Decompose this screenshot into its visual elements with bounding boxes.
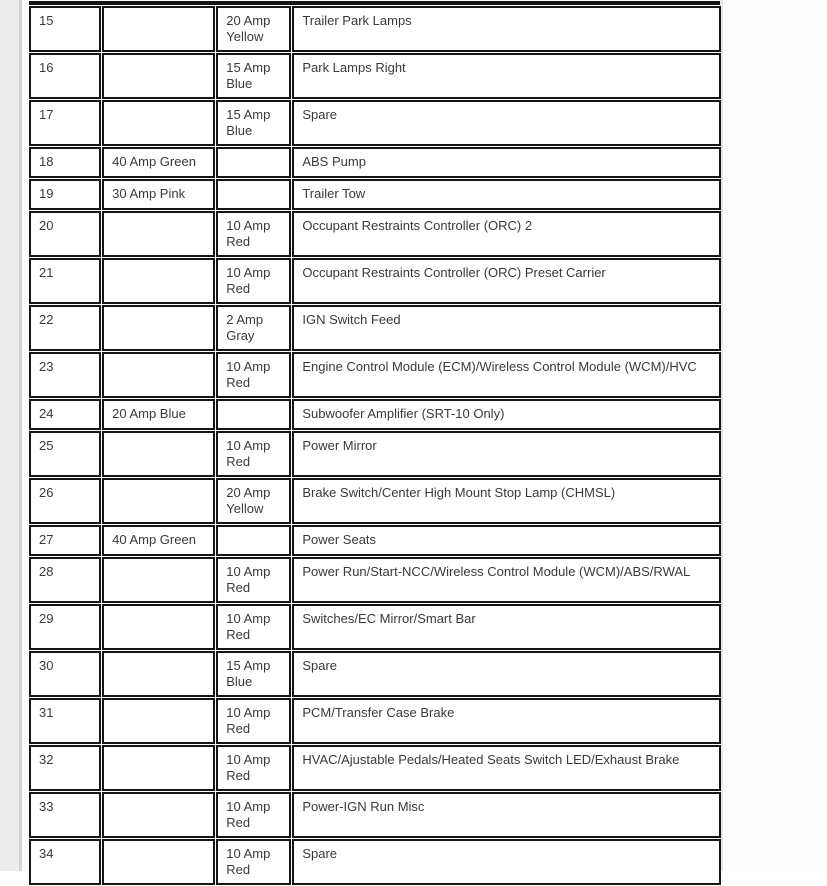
cartridge-fuse-cell	[102, 305, 215, 351]
cartridge-fuse-cell	[102, 211, 215, 257]
mini-fuse-cell: 15 Amp Blue	[216, 651, 291, 697]
cartridge-fuse-cell	[102, 100, 215, 146]
description-cell: Engine Control Module (ECM)/Wireless Control Module (WCM)/HVC	[292, 352, 721, 398]
fuse-number-cell: 34	[29, 839, 101, 885]
fuse-number-cell: 15	[29, 6, 101, 52]
mini-fuse-cell: 10 Amp Red	[216, 211, 291, 257]
fuse-row-17	[29, 100, 721, 146]
fuse-number-cell: 16	[29, 53, 101, 99]
mini-fuse-cell: 20 Amp Yellow	[216, 6, 291, 52]
fuse-number-cell: 27	[29, 525, 101, 556]
fuse-number-cell: 31	[29, 698, 101, 744]
fuse-number-cell: 24	[29, 399, 101, 430]
mini-fuse-cell	[216, 525, 291, 556]
fuse-row-15	[29, 6, 721, 52]
fuse-number-cell: 30	[29, 651, 101, 697]
fuse-number-cell: 19	[29, 179, 101, 210]
fuse-row-32	[29, 745, 721, 791]
description-cell: IGN Switch Feed	[292, 305, 721, 351]
mini-fuse-cell: 10 Amp Red	[216, 431, 291, 477]
cartridge-fuse-cell	[102, 792, 215, 838]
fuse-row-33	[29, 792, 721, 838]
page-left-margin	[0, 0, 22, 871]
description-cell: PCM/Transfer Case Brake	[292, 698, 721, 744]
description-cell: Brake Switch/Center High Mount Stop Lamp (CHMSL)	[292, 478, 721, 524]
cartridge-fuse-cell	[102, 839, 215, 885]
cartridge-fuse-cell: 40 Amp Green	[102, 147, 215, 178]
fuse-number-cell: 26	[29, 478, 101, 524]
cartridge-fuse-cell	[102, 352, 215, 398]
fuse-chart-rows	[29, 6, 721, 885]
description-cell: Occupant Restraints Controller (ORC) Preset Carrier	[292, 258, 721, 304]
fuse-row-21	[29, 258, 721, 304]
fuse-row-26	[29, 478, 721, 524]
description-cell: Occupant Restraints Controller (ORC) 2	[292, 211, 721, 257]
fuse-row-27	[29, 525, 721, 556]
fuse-number-cell: 25	[29, 431, 101, 477]
fuse-number-cell: 28	[29, 557, 101, 603]
description-cell: ABS Pump	[292, 147, 721, 178]
mini-fuse-cell: 15 Amp Blue	[216, 53, 291, 99]
mini-fuse-cell	[216, 147, 291, 178]
fuse-row-25	[29, 431, 721, 477]
fuse-number-cell: 29	[29, 604, 101, 650]
fuse-row-31	[29, 698, 721, 744]
fuse-number-cell: 21	[29, 258, 101, 304]
description-cell: Power Seats	[292, 525, 721, 556]
cartridge-fuse-cell	[102, 651, 215, 697]
fuse-number-cell: 33	[29, 792, 101, 838]
fuse-row-30	[29, 651, 721, 697]
description-cell: Power Mirror	[292, 431, 721, 477]
fuse-row-29	[29, 604, 721, 650]
mini-fuse-cell: 10 Amp Red	[216, 557, 291, 603]
mini-fuse-cell: 2 Amp Gray	[216, 305, 291, 351]
fuse-row-18	[29, 147, 721, 178]
fuse-row-19	[29, 179, 721, 210]
fuse-row-23	[29, 352, 721, 398]
description-cell: Spare	[292, 651, 721, 697]
description-cell: Subwoofer Amplifier (SRT-10 Only)	[292, 399, 721, 430]
mini-fuse-cell	[216, 399, 291, 430]
mini-fuse-cell: 10 Amp Red	[216, 604, 291, 650]
mini-fuse-cell: 10 Amp Red	[216, 258, 291, 304]
fuse-row-20	[29, 211, 721, 257]
cartridge-fuse-cell	[102, 431, 215, 477]
description-cell: Power-IGN Run Misc	[292, 792, 721, 838]
description-cell: Switches/EC Mirror/Smart Bar	[292, 604, 721, 650]
description-cell: Power Run/Start-NCC/Wireless Control Module (WCM)/ABS/RWAL	[292, 557, 721, 603]
cartridge-fuse-cell	[102, 698, 215, 744]
description-cell: Trailer Park Lamps	[292, 6, 721, 52]
fuse-row-16	[29, 53, 721, 99]
description-cell: Spare	[292, 839, 721, 885]
fuse-number-cell: 20	[29, 211, 101, 257]
cartridge-fuse-cell: 30 Amp Pink	[102, 179, 215, 210]
fuse-number-cell: 23	[29, 352, 101, 398]
fuse-row-34	[29, 839, 721, 885]
cartridge-fuse-cell: 40 Amp Green	[102, 525, 215, 556]
cartridge-fuse-cell	[102, 557, 215, 603]
fuse-number-cell: 32	[29, 745, 101, 791]
cartridge-fuse-cell: 20 Amp Blue	[102, 399, 215, 430]
description-cell: Park Lamps Right	[292, 53, 721, 99]
fuse-row-24	[29, 399, 721, 430]
description-cell: Trailer Tow	[292, 179, 721, 210]
mini-fuse-cell: 10 Amp Red	[216, 698, 291, 744]
mini-fuse-cell: 20 Amp Yellow	[216, 478, 291, 524]
fuse-number-cell: 17	[29, 100, 101, 146]
cartridge-fuse-cell	[102, 6, 215, 52]
cartridge-fuse-cell	[102, 258, 215, 304]
fuse-row-22	[29, 305, 721, 351]
fuse-chart-table	[28, 5, 722, 886]
description-cell: Spare	[292, 100, 721, 146]
description-cell: HVAC/Ajustable Pedals/Heated Seats Switch LED/Exhaust Brake	[292, 745, 721, 791]
mini-fuse-cell	[216, 179, 291, 210]
mini-fuse-cell: 10 Amp Red	[216, 839, 291, 885]
mini-fuse-cell: 15 Amp Blue	[216, 100, 291, 146]
mini-fuse-cell: 10 Amp Red	[216, 352, 291, 398]
mini-fuse-cell: 10 Amp Red	[216, 745, 291, 791]
fuse-number-cell: 18	[29, 147, 101, 178]
cartridge-fuse-cell	[102, 53, 215, 99]
mini-fuse-cell: 10 Amp Red	[216, 792, 291, 838]
cartridge-fuse-cell	[102, 745, 215, 791]
cartridge-fuse-cell	[102, 604, 215, 650]
cartridge-fuse-cell	[102, 478, 215, 524]
fuse-number-cell: 22	[29, 305, 101, 351]
fuse-row-28	[29, 557, 721, 603]
